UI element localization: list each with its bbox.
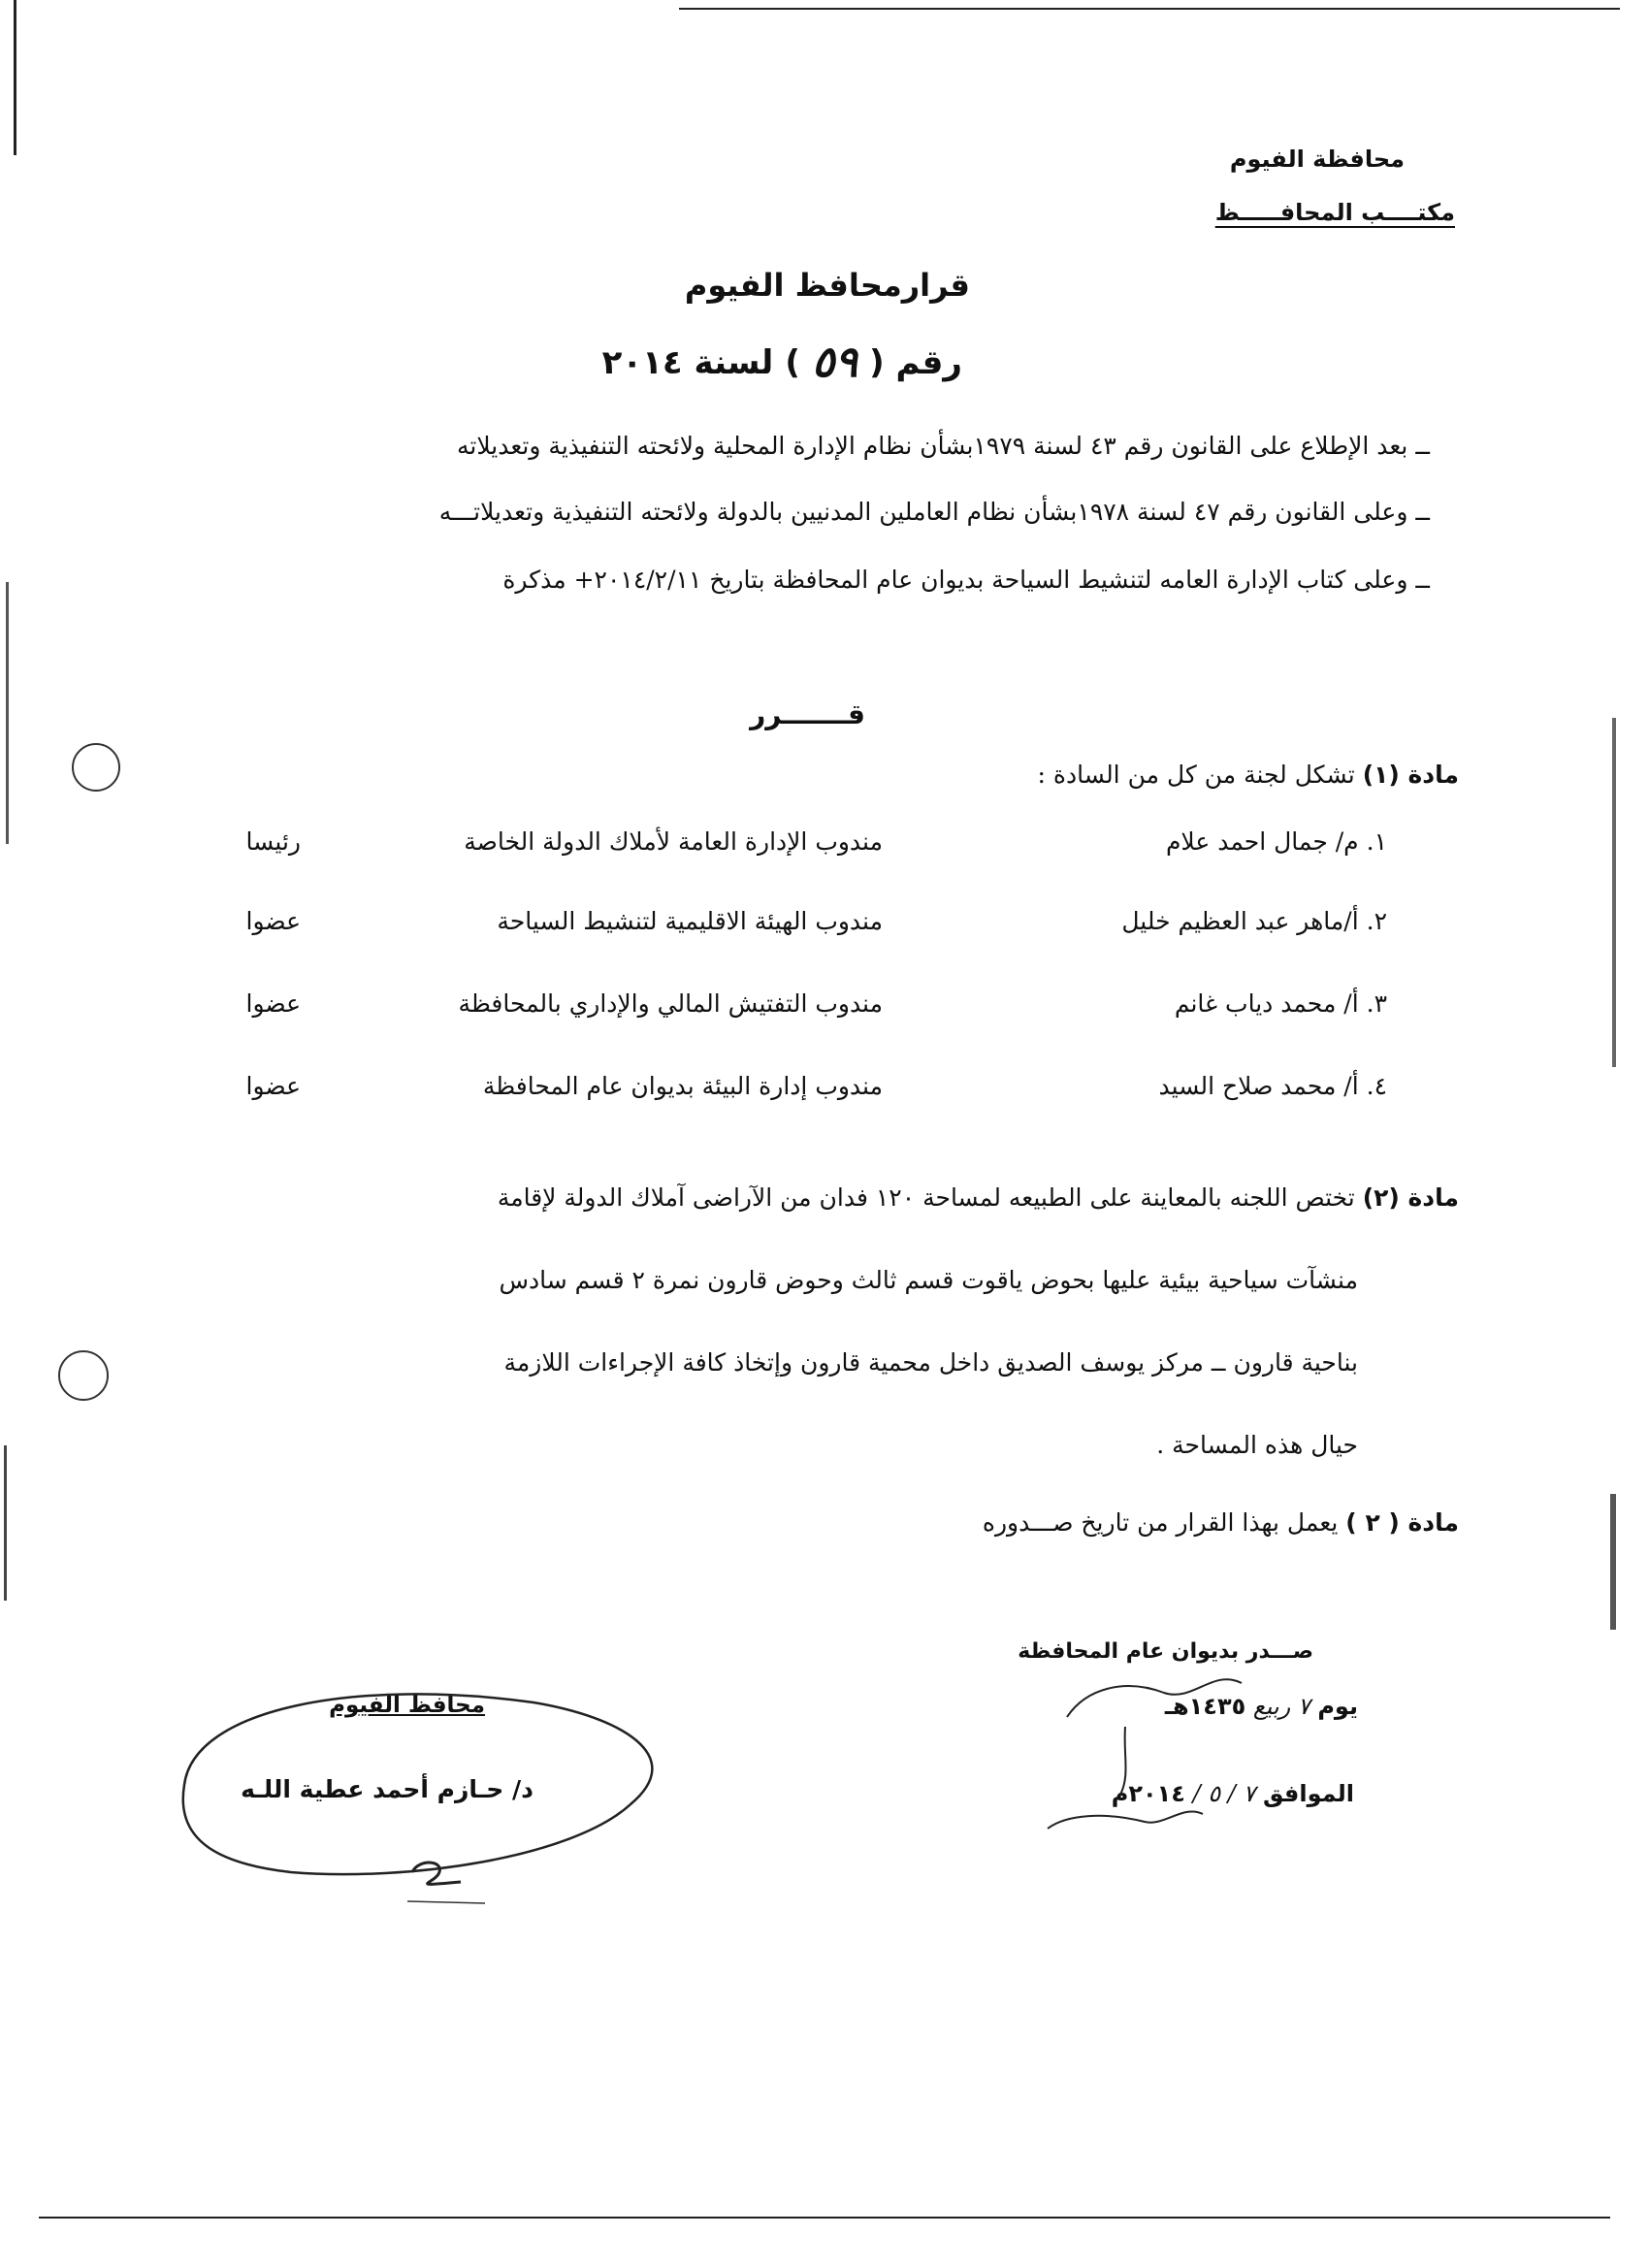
- decision-number-line: [602, 338, 962, 387]
- member-2-role: مندوب الهيئة الاقليمية لتنشيط السياحة: [497, 907, 883, 935]
- punch-hole-bottom: [58, 1350, 109, 1401]
- greg-handwritten: ٧ / ٥ /: [1192, 1780, 1256, 1807]
- decision-title: قرارمحافظ الفيوم: [684, 267, 970, 304]
- greg-year: ٢٠١٤م: [1111, 1780, 1185, 1807]
- issued-at: صـــدر بديوان عام المحافظة: [1018, 1639, 1313, 1664]
- member-2-name: ٢. أ/ماهر عبد العظيم خليل: [1121, 907, 1387, 935]
- article-3-text: يعمل بهذا القرار من تاريخ صـــدوره: [982, 1508, 1339, 1537]
- article-2-label: مادة (٢): [1362, 1183, 1459, 1212]
- decided-heading: قـــــــرر: [750, 698, 865, 730]
- signature-scribble: [165, 1649, 708, 1930]
- scan-border-left: [14, 0, 16, 155]
- article-1: [1038, 761, 1459, 789]
- number-close: ): [785, 342, 800, 382]
- hijri-scribble-tail: [1120, 1727, 1126, 1795]
- greg-label: الموافق: [1263, 1780, 1354, 1807]
- member-4-status: عضوا: [245, 1072, 301, 1100]
- member-1-status: رئيسا: [245, 827, 301, 856]
- year-label: لسنة ٢٠١٤: [601, 342, 774, 382]
- scan-border-top: [679, 8, 1620, 10]
- member-1-role: مندوب الإدارة العامة لأملاك الدولة الخاصة: [464, 827, 883, 856]
- article-2-line-2: منشآت سياحية بيئية عليها بحوض ياقوت قسم ثالث وحوض قارون نمرة ٢ قسم سادس: [499, 1266, 1358, 1294]
- prelude-line-1: ــ بعد الإطلاع على القانون رقم ٤٣ لسنة ١٩٧٩بشأن نظام الإدارة المحلية ولائحته التنفيذية وتعديلاته: [457, 432, 1430, 460]
- number-value: ٥٩: [811, 338, 858, 387]
- member-1-name: ١. م/ جمال احمد علام: [1165, 827, 1387, 856]
- scan-border-right: [1612, 718, 1616, 1067]
- governorate-name: محافظة الفيوم: [1229, 146, 1405, 173]
- article-1-text: تشكل لجنة من كل من السادة :: [1037, 761, 1355, 789]
- member-3-role: مندوب التفتيش المالي والإداري بالمحافظة: [458, 989, 883, 1018]
- article-1-label: مادة (١): [1362, 761, 1459, 789]
- hijri-scribble: [1067, 1679, 1242, 1717]
- scan-border-left-bottom: [4, 1445, 7, 1601]
- article-2-line-1: تختص اللجنه بالمعاينة على الطبيعه لمساحة ١٢٠ فدان من الآراضى آملاك الدولة لإقامة: [497, 1183, 1355, 1212]
- scan-border-left-lower: [6, 582, 9, 844]
- hijri-handwritten: ٧ ربيع: [1252, 1693, 1310, 1720]
- article-2-line-3: بناحية قارون ــ مركز يوسف الصديق داخل محمية قارون وإتخاذ كافة الإجراءات اللازمة: [503, 1348, 1358, 1377]
- signature-underline: [407, 1901, 485, 1903]
- article-3: [983, 1508, 1459, 1537]
- member-4-name: ٤. أ/ محمد صلاح السيد: [1158, 1072, 1387, 1100]
- signature-loop: [183, 1694, 653, 1874]
- scan-border-right-lower: [1610, 1494, 1616, 1630]
- office-name: مكتــــب المحافـــــظ: [1214, 199, 1455, 226]
- member-2-status: عضوا: [245, 907, 301, 935]
- signature-name: د/ حـازم أحمد عطية اللـه: [241, 1775, 534, 1803]
- greg-scribble: [1048, 1811, 1203, 1829]
- day-label: يوم: [1317, 1693, 1358, 1720]
- article-2: [498, 1183, 1459, 1212]
- article-3-label: مادة ( ٢ ): [1345, 1508, 1459, 1537]
- scan-border-bottom: [39, 2217, 1610, 2219]
- punch-hole-top: [72, 743, 120, 792]
- hijri-year: ١٤٣٥هـ: [1164, 1693, 1246, 1720]
- member-3-name: ٣. أ/ محمد دياب غانم: [1174, 989, 1387, 1018]
- number-label: رقم (: [869, 342, 962, 382]
- signature-title: محافظ الفيوم: [329, 1693, 485, 1718]
- member-4-role: مندوب إدارة البيئة بديوان عام المحافظة: [482, 1072, 883, 1100]
- member-3-status: عضوا: [245, 989, 301, 1018]
- article-2-line-4: حيال هذه المساحة .: [1156, 1431, 1358, 1459]
- prelude-line-2: ــ وعلى القانون رقم ٤٧ لسنة ١٩٧٨بشأن نظام العاملين المدنيين بالدولة ولائحته التنفيذية وتعديلاتـــه: [438, 498, 1430, 526]
- prelude-line-3: ــ وعلى كتاب الإدارة العامه لتنشيط السياحة بديوان عام المحافظة بتاريخ ٢٠١٤/٢/١١+ مذكرة: [502, 566, 1430, 594]
- date-handwriting: [1009, 1649, 1300, 1872]
